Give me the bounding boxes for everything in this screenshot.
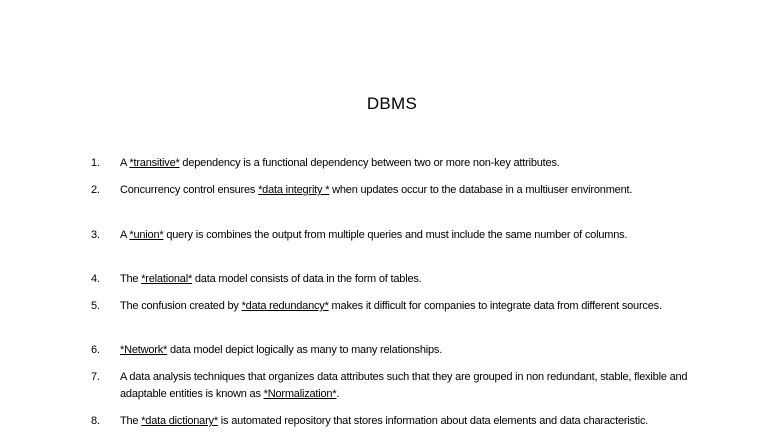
item-number: 7. bbox=[91, 371, 100, 383]
item-text-before: The bbox=[120, 415, 142, 427]
list-item bbox=[91, 155, 701, 172]
item-number: 4. bbox=[91, 273, 100, 285]
item-text-after: . bbox=[336, 388, 340, 400]
item-text bbox=[120, 413, 701, 430]
list-item bbox=[91, 369, 701, 403]
item-number: 5. bbox=[91, 300, 100, 312]
item-text bbox=[120, 342, 701, 359]
item-text bbox=[120, 182, 701, 199]
item-text-before: A bbox=[120, 157, 130, 169]
item-answer: *Network* bbox=[120, 344, 168, 356]
item-text-before: The bbox=[120, 273, 142, 285]
item-answer: *Normalization* bbox=[263, 388, 337, 400]
item-number: 8. bbox=[91, 415, 100, 427]
item-number: 3. bbox=[91, 229, 100, 241]
item-text-after: makes it difficult for companies to integrate data from different sources. bbox=[328, 300, 662, 312]
item-text bbox=[120, 271, 701, 288]
item-text bbox=[120, 227, 701, 244]
item-text bbox=[120, 298, 701, 315]
item-text bbox=[120, 369, 701, 403]
item-text-after: data model depict logically as many to many relationships. bbox=[167, 344, 443, 356]
item-number: 6. bbox=[91, 344, 100, 356]
item-text-after: when updates occur to the database in a multiuser environment. bbox=[329, 184, 633, 196]
list-item bbox=[91, 182, 701, 199]
item-answer: *data redundancy* bbox=[241, 300, 329, 312]
item-number: 2. bbox=[91, 184, 100, 196]
item-answer: *relational* bbox=[141, 273, 193, 285]
list-item bbox=[91, 413, 701, 430]
document-title: DBMS bbox=[366, 94, 418, 113]
item-text-after: query is combines the output from multiple queries and must include the same number of columns. bbox=[163, 229, 628, 241]
item-text-before: A data analysis techniques that organizes data attributes such that they are grouped in non redundant, stable, flexible and adaptable entities is known as bbox=[120, 371, 688, 400]
item-text-before: A bbox=[120, 229, 130, 241]
item-text-after: dependency is a functional dependency between two or more non-key attributes. bbox=[179, 157, 560, 169]
item-text-before: Concurrency control ensures bbox=[120, 184, 259, 196]
item-answer: *data integrity * bbox=[258, 184, 330, 196]
list-item bbox=[91, 271, 701, 288]
item-text-after: data model consists of data in the form of tables. bbox=[192, 273, 422, 285]
item-text-before: The confusion created by bbox=[120, 300, 242, 312]
item-text-after: is automated repository that stores information about data elements and data characteristic. bbox=[217, 415, 649, 427]
list-item bbox=[91, 342, 701, 359]
item-text bbox=[120, 155, 701, 172]
item-number: 1. bbox=[91, 157, 100, 169]
list-item bbox=[91, 227, 701, 244]
item-answer: *union* bbox=[129, 229, 164, 241]
item-answer: *transitive* bbox=[129, 157, 180, 169]
item-answer: *data dictionary* bbox=[141, 415, 218, 427]
list-item bbox=[91, 298, 701, 315]
